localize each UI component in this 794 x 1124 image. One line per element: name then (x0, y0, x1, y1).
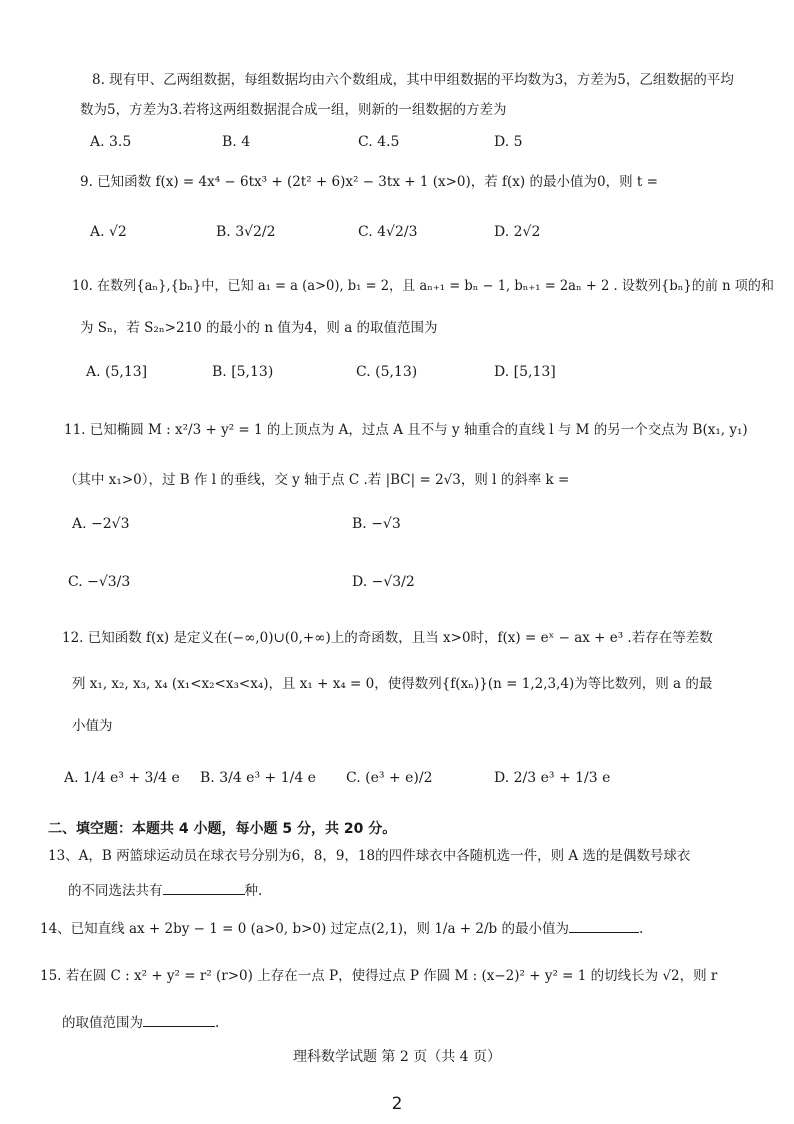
q12-line2: 列 x₁, x₂, x₃, x₄ (x₁<x₂<x₃<x₄)，且 x₁ + x₄ = 0，使得数列{f(xₙ)}(n = 1,2,3,4)为等比数列，则 a 的最 (72, 676, 713, 692)
q12-line3: 小值为 (72, 718, 113, 734)
q14-line (40, 918, 643, 939)
q11-option-c: C. −√3/3 (68, 574, 131, 590)
q14-answer-blank (569, 918, 639, 933)
q14-text: 14、已知直线 ax + 2by − 1 = 0 (a>0, b>0) 过定点(2,1)，则 1/a + 2/b 的最小值为 (40, 921, 569, 937)
q10-option-c: C. (5,13) (356, 364, 418, 380)
q13-line2 (68, 880, 262, 901)
q10-line2: 为 Sₙ，若 S₂ₙ>210 的最小的 n 值为4，则 a 的取值范围为 (80, 320, 438, 336)
q11-option-b: B. −√3 (352, 516, 401, 532)
q8-line2: 数为5，方差为3.若将这两组数据混合成一组，则新的一组数据的方差为 (80, 102, 507, 118)
q8-option-c: C. 4.5 (358, 134, 400, 150)
q8-option-d: D. 5 (494, 134, 523, 150)
q11-line2: （其中 x₁>0），过 B 作 l 的垂线，交 y 轴于点 C .若 |BC| = 2√3，则 l 的斜率 k = (64, 472, 570, 488)
q13-answer-blank (163, 880, 245, 895)
page-footer: 理科数学试题 第 2 页（共 4 页） (292, 1049, 502, 1065)
q14-tail: . (639, 921, 644, 937)
q15-line2 (62, 1012, 219, 1033)
q13-line2-text: 的不同选法共有 (68, 883, 163, 899)
q10-option-a: A. (5,13] (86, 364, 148, 380)
q10-option-d: D. [5,13] (494, 364, 556, 380)
q9-option-a: A. √2 (90, 224, 127, 240)
q9-option-b: B. 3√2/2 (216, 224, 276, 240)
q11-option-a: A. −2√3 (72, 516, 130, 532)
q12-option-a: A. 1/4 e³ + 3/4 e (64, 770, 180, 786)
q12-option-b: B. 3/4 e³ + 1/4 e (200, 770, 316, 786)
section-heading: 二、填空题：本题共 4 小题，每小题 5 分，共 20 分。 (48, 821, 397, 837)
q11-line1: 11. 已知椭圆 M : x²/3 + y² = 1 的上顶点为 A，过点 A 且不与 y 轴重合的直线 l 与 M 的另一个交点为 B(x₁, y₁) (64, 422, 748, 438)
q9-option-d: D. 2√2 (494, 224, 541, 240)
q12-option-c: C. (e³ + e)/2 (346, 770, 433, 786)
q15-line2-text: 的取值范围为 (62, 1015, 143, 1031)
q8-line1: 8. 现有甲、乙两组数据，每组数据均由六个数组成，其中甲组数据的平均数为3，方差为5，乙组数据的平均 (92, 72, 734, 88)
q10-line1: 10. 在数列{aₙ},{bₙ}中，已知 a₁ = a (a>0), b₁ = 2，且 aₙ₊₁ = bₙ − 1, bₙ₊₁ = 2aₙ + 2 . 设数列{bₙ}的前 n 项的和 (72, 278, 775, 294)
q15-line2-tail: . (215, 1015, 220, 1031)
q10-option-b: B. [5,13) (212, 364, 274, 380)
q9-stem: 9. 已知函数 f(x) = 4x⁴ − 6tx³ + (2t² + 6)x² − 3tx + 1 (x>0)，若 f(x) 的最小值为0，则 t = (80, 174, 658, 190)
q12-option-d: D. 2/3 e³ + 1/3 e (494, 770, 611, 786)
q15-line1: 15. 若在圆 C : x² + y² = r² (r>0) 上存在一点 P，使得过点 P 作圆 M : (x−2)² + y² = 1 的切线长为 √2，则 r (40, 968, 718, 984)
q11-option-d: D. −√3/2 (352, 574, 415, 590)
q13-line1: 13、A，B 两篮球运动员在球衣号分别为6，8，9，18的四件球衣中各随机选一件，则 A 选的是偶数号球衣 (48, 848, 691, 864)
q9-option-c: C. 4√2/3 (358, 224, 418, 240)
page-number: 2 (391, 1094, 403, 1114)
q13-line2-tail: 种. (244, 883, 263, 899)
q8-option-b: B. 4 (222, 134, 251, 150)
q12-line1: 12. 已知函数 f(x) 是定义在(−∞,0)∪(0,+∞)上的奇函数，且当 x>0时，f(x) = eˣ − ax + e³ .若存在等差数 (62, 630, 713, 646)
q15-answer-blank (143, 1012, 215, 1027)
q8-option-a: A. 3.5 (90, 134, 132, 150)
